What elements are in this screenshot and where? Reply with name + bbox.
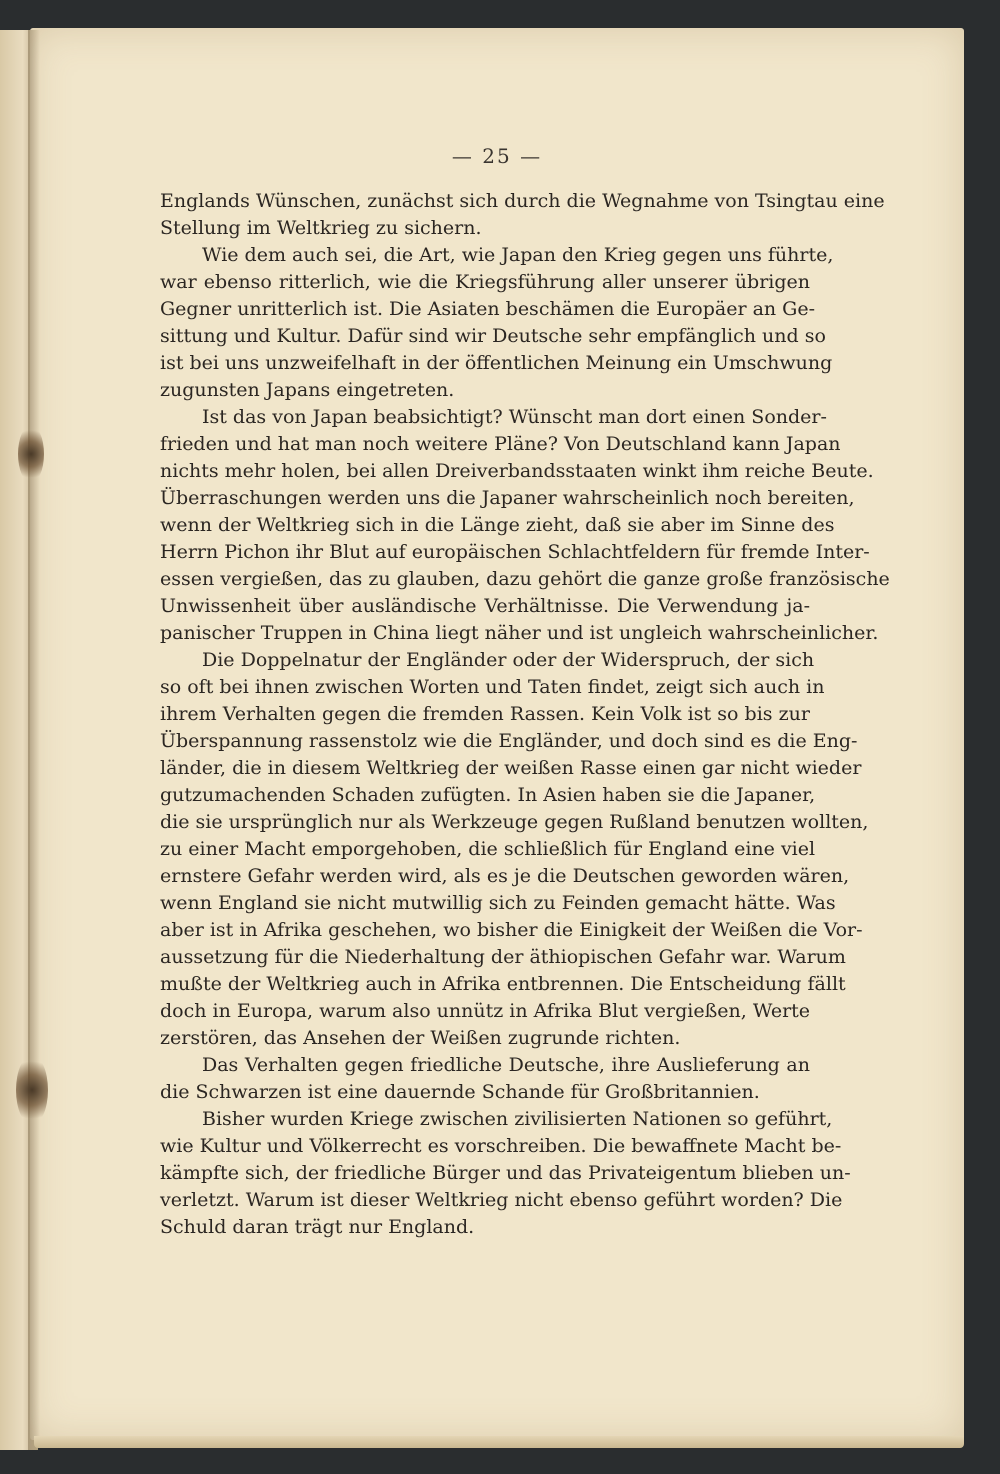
body-text (160, 188, 890, 1241)
text-line: nichts mehr holen, bei allen Dreiverbandsstaaten winkt ihm reiche Beute. (160, 460, 874, 482)
text-line: essen vergießen, das zu glauben, dazu gehört die ganze große französische (160, 568, 890, 590)
text-line: ihrem Verhalten gegen die fremden Rassen. Kein Volk ist so bis zur (160, 703, 810, 725)
text-line: Das Verhalten gegen friedliche Deutsche, ihre Auslieferung an (202, 1054, 810, 1076)
text-line: panischer Truppen in China liegt näher und ist ungleich wahrscheinlicher. (160, 622, 879, 644)
text-line: ernstere Gefahr werden wird, als es je die Deutschen geworden wären, (160, 865, 850, 887)
text-line: zerstören, das Ansehen der Weißen zugrunde richten. (160, 1027, 681, 1049)
text-line: die Schwarzen ist eine dauernde Schande für Großbritannien. (160, 1081, 760, 1103)
page-number: — 25 — (451, 144, 543, 168)
text-line: aber ist in Afrika geschehen, wo bisher die Einigkeit der Weißen die Vor- (160, 919, 863, 941)
text-line: doch in Europa, warum also unnütz in Afrika Blut vergießen, Werte (160, 1000, 811, 1022)
text-line: zugunsten Japans eingetreten. (160, 379, 455, 401)
text-line: länder, die in diesem Weltkrieg der weißen Rasse einen gar nicht wieder (160, 757, 862, 779)
text-line: wenn der Weltkrieg sich in die Länge zieht, daß sie aber im Sinne des (160, 514, 835, 536)
text-line: Schuld daran trägt nur England. (160, 1216, 475, 1238)
text-line: frieden und hat man noch weitere Pläne? Von Deutschland kann Japan (160, 433, 841, 455)
text-line: war ebenso ritterlich, wie die Kriegsführung aller unserer übrigen (160, 271, 810, 293)
text-line: Herrn Pichon ihr Blut auf europäischen Schlachtfeldern für fremde Inter- (160, 541, 870, 563)
text-line: Unwissenheit über ausländische Verhältnisse. Die Verwendung ja- (160, 595, 810, 617)
text-line: sittung und Kultur. Dafür sind wir Deutsche sehr empfänglich und so (160, 325, 826, 347)
text-line: Bisher wurden Kriege zwischen zivilisierten Nationen so geführt, (202, 1108, 833, 1130)
text-line: Englands Wünschen, zunächst sich durch die Wegnahme von Tsingtau eine (160, 190, 885, 212)
page-bottom-edge (34, 1436, 964, 1448)
text-line: Ist das von Japan beabsichtigt? Wünscht man dort einen Sonder- (202, 406, 827, 428)
text-line: Die Doppelnatur der Engländer oder der Widerspruch, der sich (202, 649, 815, 671)
text-line: gutzumachenden Schaden zufügten. In Asien haben sie die Japaner, (160, 784, 816, 806)
text-line: kämpfte sich, der friedliche Bürger und das Privateigentum blieben un- (160, 1162, 851, 1184)
stain-spot (18, 425, 44, 483)
page-gutter (28, 30, 40, 1450)
text-line: so oft bei ihnen zwischen Worten und Taten findet, zeigt sich auch in (160, 676, 825, 698)
stain-spot (16, 1055, 48, 1125)
text-line: Überspannung rassenstolz wie die Engländer, und doch sind es die Eng- (160, 730, 858, 752)
text-line: wie Kultur und Völkerrecht es vorschreiben. Die bewaffnete Macht be- (160, 1135, 842, 1157)
text-line: Überraschungen werden uns die Japaner wahrscheinlich noch bereiten, (160, 487, 855, 509)
book-page (30, 28, 964, 1440)
text-line: Gegner unritterlich ist. Die Asiaten beschämen die Europäer an Ge- (160, 298, 816, 320)
text-line: zu einer Macht emporgehoben, die schließlich für England eine viel (160, 838, 816, 860)
text-line: wenn England sie nicht mutwillig sich zu Feinden gemacht hätte. Was (160, 892, 836, 914)
text-line: mußte der Weltkrieg auch in Afrika entbrennen. Die Entscheidung fällt (160, 973, 846, 995)
text-line: aussetzung für die Niederhaltung der äthiopischen Gefahr war. Warum (160, 946, 846, 968)
text-line: die sie ursprünglich nur als Werkzeuge gegen Rußland benutzen wollten, (160, 811, 869, 833)
text-line: ist bei uns unzweifelhaft in der öffentlichen Meinung ein Umschwung (160, 352, 833, 374)
text-line: Wie dem auch sei, die Art, wie Japan den Krieg gegen uns führte, (202, 244, 834, 266)
text-line: verletzt. Warum ist dieser Weltkrieg nicht ebenso geführt worden? Die (160, 1189, 843, 1211)
text-line: Stellung im Weltkrieg zu sichern. (160, 217, 482, 239)
